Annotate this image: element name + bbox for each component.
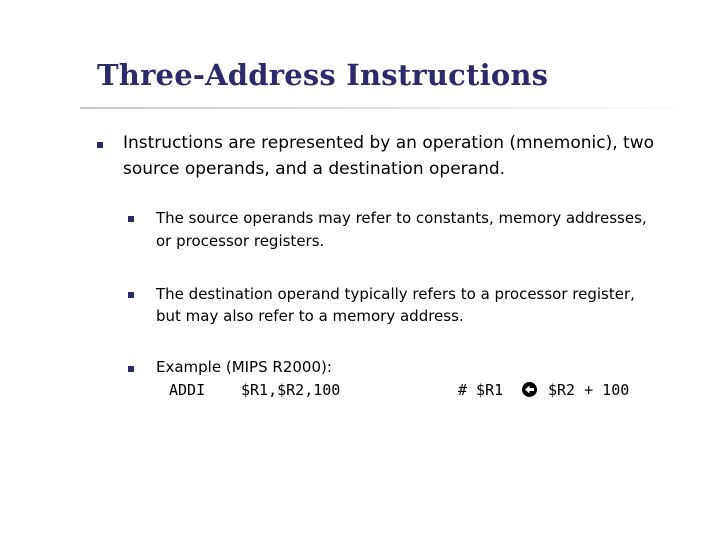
code-mnemonic: ADDI	[169, 381, 206, 399]
subbullet-text-line: The destination operand typically refers to a processor register,	[156, 285, 635, 303]
title-underline	[80, 107, 705, 109]
square-bullet-icon	[97, 142, 103, 148]
subbullet-text-line: The source operands may refer to constants, memory addresses,	[156, 209, 647, 227]
left-arrow-icon	[522, 382, 537, 397]
code-comment-suffix: $R2 + 100	[548, 381, 630, 399]
subbullet-text-line: or processor registers.	[156, 232, 325, 250]
slide-title: Three-Address Instructions	[97, 58, 549, 92]
subbullet-text-line: Example (MIPS R2000):	[156, 358, 332, 376]
subbullet-text-line: but may also refer to a memory address.	[156, 307, 464, 325]
square-bullet-icon	[128, 366, 134, 372]
square-bullet-icon	[128, 292, 134, 298]
square-bullet-icon	[128, 216, 134, 222]
code-comment-prefix: # $R1	[458, 381, 504, 399]
bullet-text-line: Instructions are represented by an operation (mnemonic), two	[123, 133, 655, 153]
code-operands: $R1,$R2,100	[241, 381, 341, 399]
bullet-text-line: source operands, and a destination operand.	[123, 159, 506, 179]
